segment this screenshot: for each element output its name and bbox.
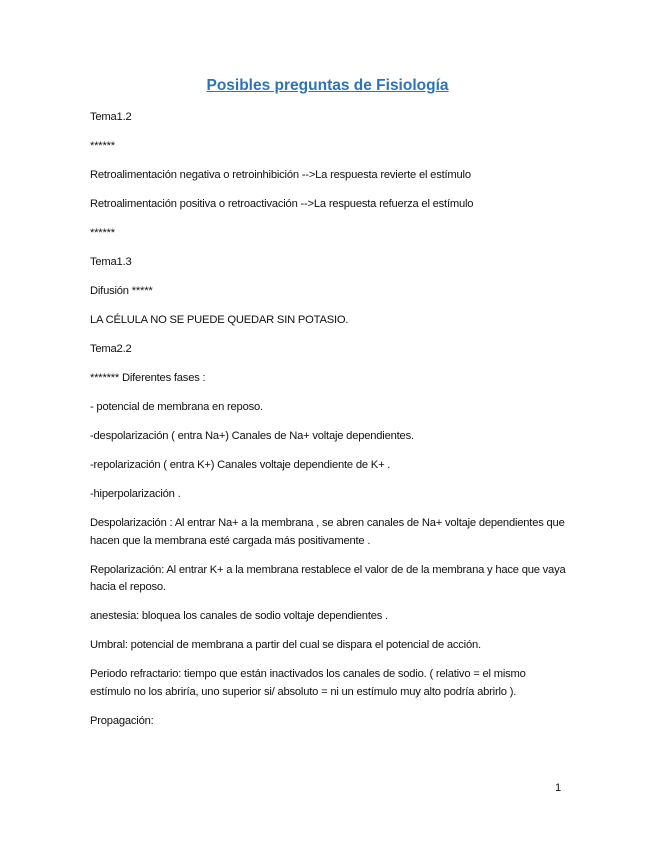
- paragraph-tema-1-3: Tema1.3: [90, 256, 132, 268]
- page-number: 1: [555, 782, 562, 794]
- paragraph-propagacion: Propagación:: [90, 714, 154, 727]
- paragraph-diferentes-fases: ******* Diferentes fases :: [90, 372, 206, 384]
- paragraph-separator: ******: [90, 140, 115, 152]
- document-title: Posibles preguntas de Fisiología: [206, 77, 449, 94]
- paragraph-tema-2-2: Tema2.2: [90, 343, 132, 355]
- document-body: [90, 109, 568, 742]
- paragraph-retroalimentacion-positiva: Retroalimentación positiva o retroactivación -->La respuesta refuerza el estímulo: [90, 198, 474, 210]
- paragraph-despolarizacion: Despolarización : Al entrar Na+ a la membrana , se abren canales de Na+ voltaje dependientes que hacen que la membrana esté cargada más positivamente .: [90, 517, 565, 547]
- paragraph-fase-hiperpolarizacion: -hiperpolarización .: [90, 488, 181, 500]
- paragraph-repolarizacion: Repolarización: Al entrar K+ a la membrana restablece el valor de de la membrana y hace que vaya hacia el reposo.: [90, 563, 566, 593]
- paragraph-retroalimentacion-negativa: Retroalimentación negativa o retroinhibición -->La respuesta revierte el estímulo: [90, 169, 471, 181]
- paragraph-tema-1-2: Tema1.2: [90, 111, 132, 123]
- paragraph-fase-reposo: - potencial de membrana en reposo.: [90, 401, 263, 413]
- paragraph-umbral: Umbral: potencial de membrana a partir del cual se dispara el potencial de acción.: [90, 639, 481, 651]
- paragraph-anestesia: anestesia: bloquea los canales de sodio voltaje dependientes .: [90, 610, 388, 622]
- paragraph-potasio: LA CÉLULA NO SE PUEDE QUEDAR SIN POTASIO.: [90, 314, 349, 326]
- paragraph-periodo-refractario: Periodo refractario: tiempo que están inactivados los canales de sodio. ( relativo = el mismo estímulo no los abriría, uno superior si/ absoluto = ni un estímulo muy alto podría abrirlo ).: [90, 668, 526, 698]
- paragraph-separator: ******: [90, 227, 115, 239]
- paragraph-fase-despolarizacion: -despolarización ( entra Na+) Canales de Na+ voltaje dependientes.: [90, 430, 414, 442]
- paragraph-difusion: Difusión *****: [90, 285, 153, 297]
- paragraph-fase-repolarizacion: -repolarización ( entra K+) Canales voltaje dependiente de K+ .: [90, 459, 391, 471]
